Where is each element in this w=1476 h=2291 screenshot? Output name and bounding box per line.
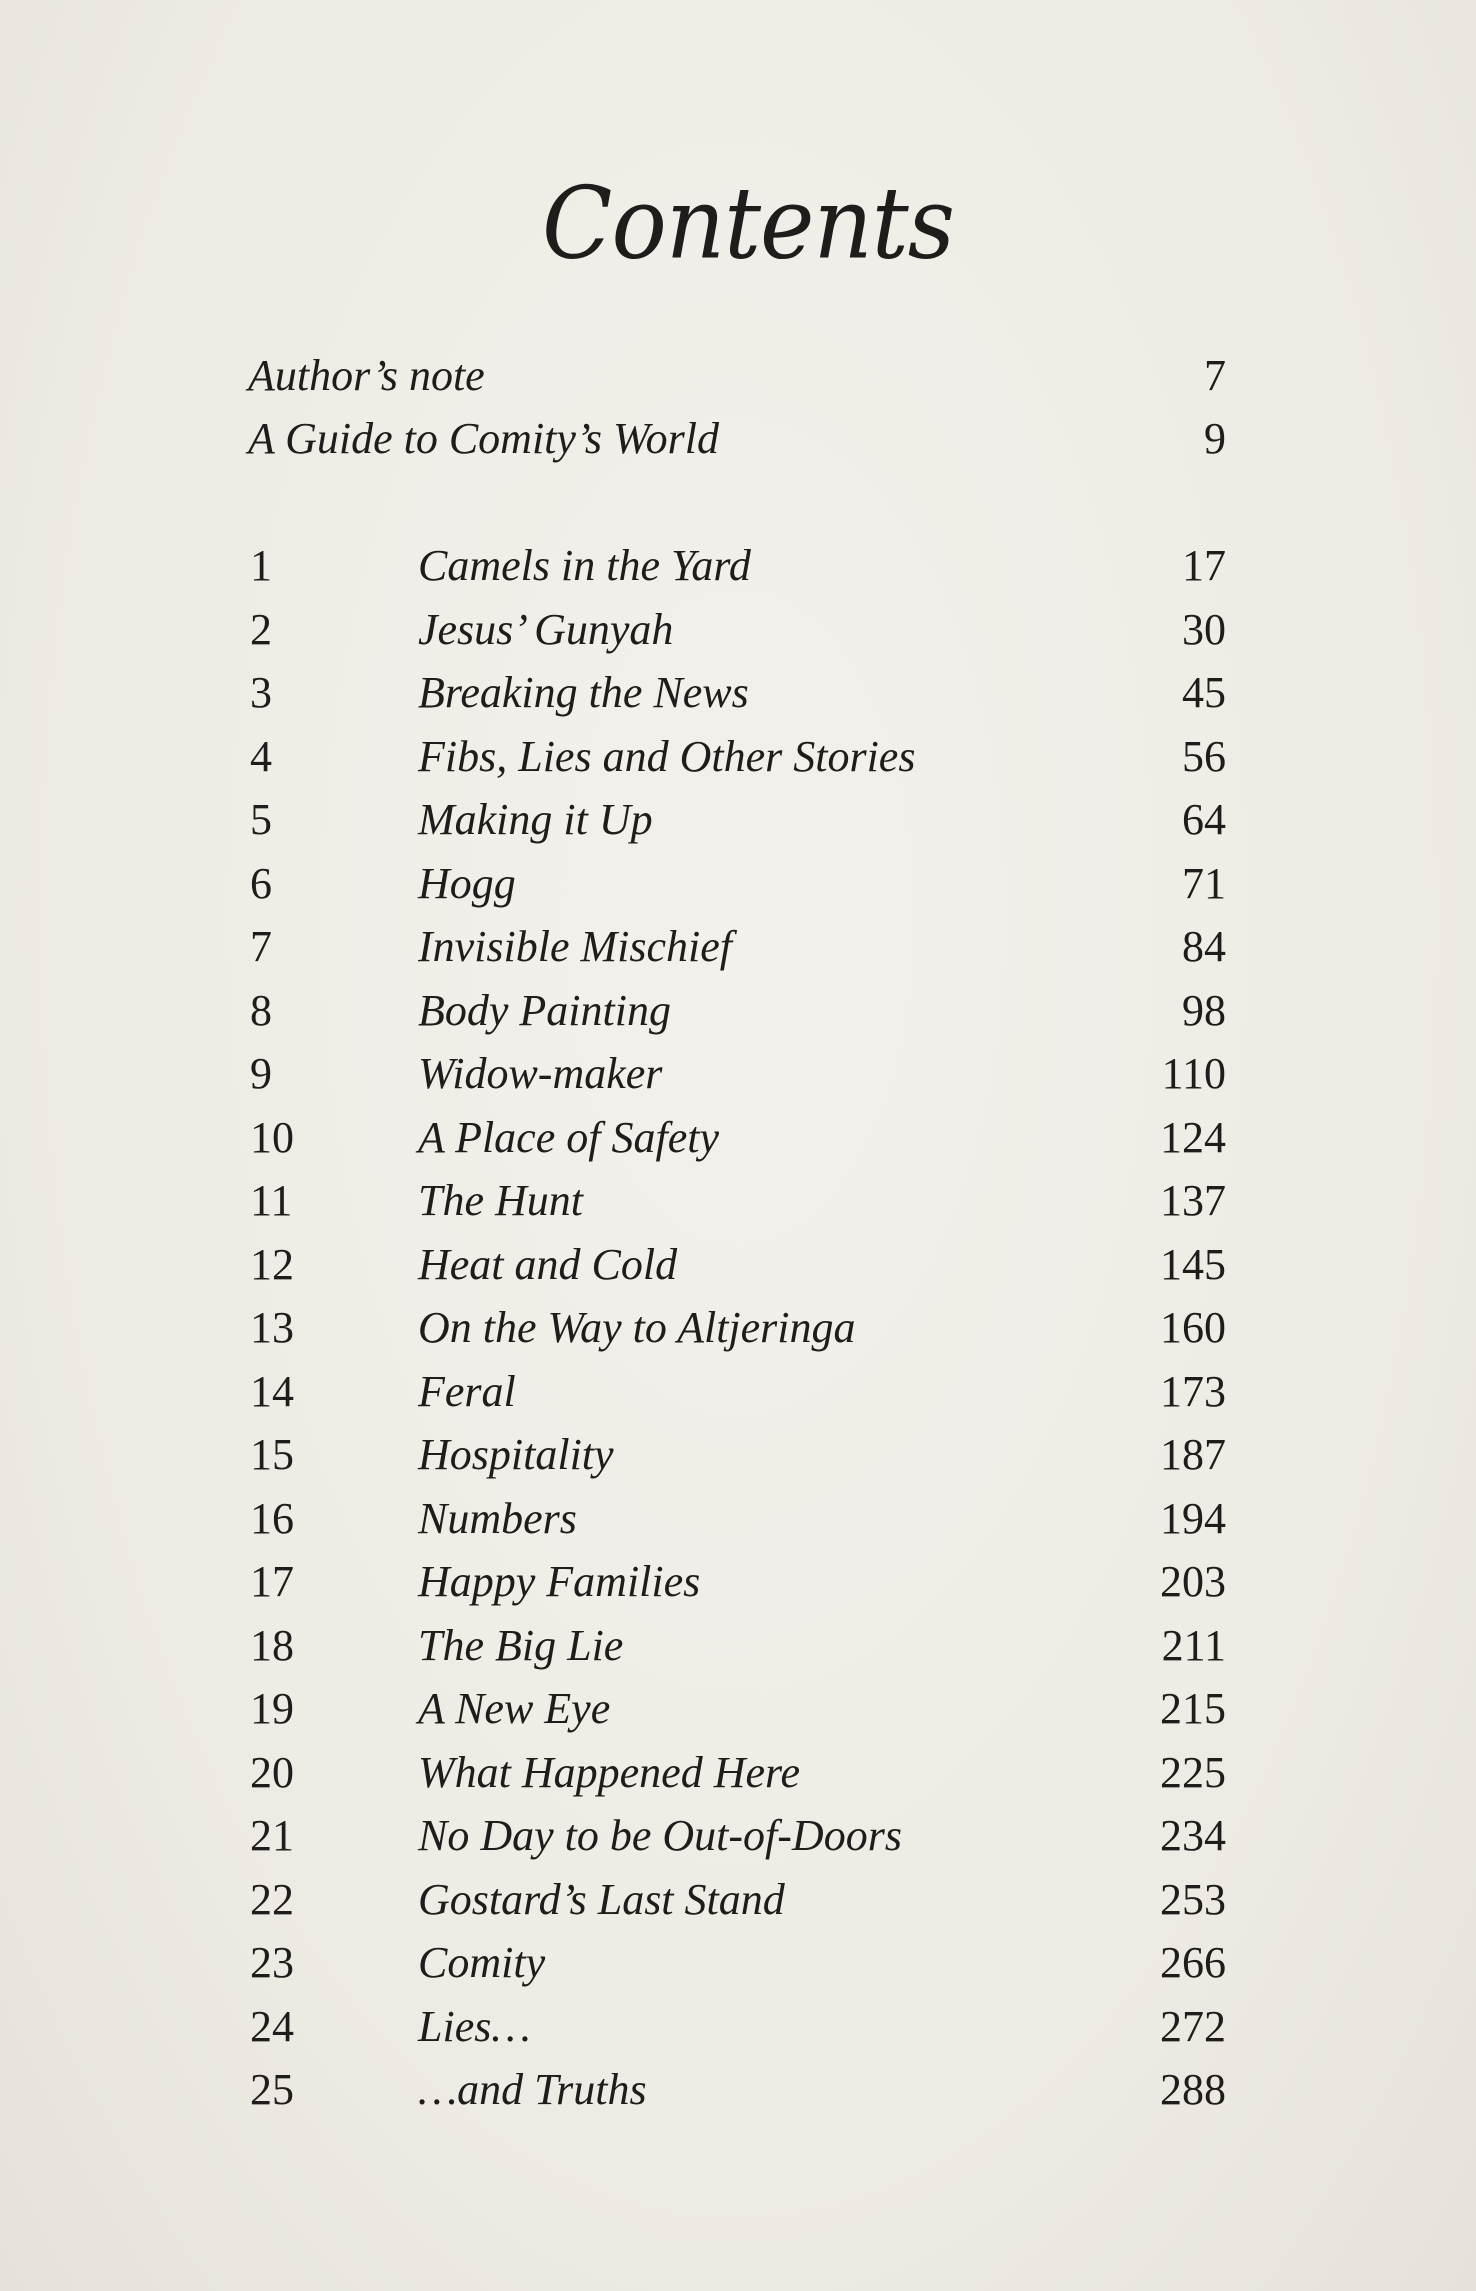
chapter-number: 12: [250, 1239, 294, 1289]
chapter-number: 3: [250, 668, 272, 717]
chapter-number: 5: [250, 795, 272, 844]
chapter-title: Comity: [418, 1938, 546, 1987]
front-matter-list: [248, 350, 1226, 476]
chapter-entry: [248, 858, 1226, 922]
chapter-page: 288: [1160, 2065, 1226, 2114]
chapter-title: Making it Up: [418, 795, 653, 844]
chapter-number: 18: [250, 1620, 294, 1670]
page-title: Contents: [542, 165, 954, 282]
chapter-page: 17: [1182, 541, 1226, 590]
chapter-entry: [248, 1810, 1226, 1874]
chapter-number: 9: [250, 1049, 272, 1098]
chapter-entry: [248, 1048, 1226, 1112]
chapter-number: 2: [250, 604, 272, 654]
chapter-title: A New Eye: [418, 1684, 611, 1733]
chapter-page: 160: [1160, 1303, 1226, 1352]
chapter-entry: [248, 1556, 1226, 1620]
chapter-number: 17: [250, 1557, 294, 1606]
chapter-number: 1: [250, 541, 272, 590]
chapter-entry: [248, 1429, 1226, 1493]
chapter-entry: [248, 794, 1226, 858]
chapter-number: 21: [250, 1811, 294, 1860]
chapter-title: Numbers: [418, 1493, 577, 1543]
entry-title: A Guide to Comity’s World: [248, 414, 720, 463]
chapter-page: 203: [1160, 1557, 1226, 1606]
chapter-title: Gostard’s Last Stand: [418, 1874, 785, 1924]
chapter-title: Hogg: [418, 858, 516, 908]
chapter-number: 19: [250, 1684, 294, 1733]
chapter-number: 23: [250, 1938, 294, 1987]
chapter-page: 64: [1182, 795, 1226, 844]
chapter-title: The Big Lie: [418, 1620, 624, 1670]
chapter-page: 145: [1160, 1239, 1226, 1289]
chapter-title: On the Way to Altjeringa: [418, 1303, 856, 1352]
chapter-number: 14: [250, 1366, 294, 1416]
front-matter-entry: [248, 413, 1226, 476]
chapter-entry: [248, 1493, 1226, 1557]
chapter-page: 30: [1182, 604, 1226, 654]
chapter-entry: [248, 1366, 1226, 1430]
chapter-entry: [248, 1239, 1226, 1303]
entry-title: Author’s note: [248, 351, 485, 400]
chapter-page: 110: [1161, 1049, 1226, 1098]
chapter-number: 15: [250, 1430, 294, 1479]
chapter-entry: [248, 921, 1226, 985]
chapter-title: Camels in the Yard: [418, 541, 751, 590]
chapter-entry: [248, 1620, 1226, 1684]
chapter-entry: [248, 2064, 1226, 2128]
chapter-page: 187: [1160, 1430, 1226, 1479]
chapter-page: 215: [1160, 1684, 1226, 1733]
chapter-entry: [248, 1683, 1226, 1747]
chapter-entry: [248, 604, 1226, 668]
chapter-number: 7: [250, 922, 272, 971]
chapter-entry: [248, 1937, 1226, 2001]
chapter-page: 84: [1182, 922, 1226, 971]
chapter-page: 137: [1160, 1176, 1226, 1225]
chapter-entry: [248, 1874, 1226, 1938]
chapter-number: 24: [250, 2001, 294, 2051]
chapter-entry: [248, 540, 1226, 604]
chapter-entry: [248, 1112, 1226, 1176]
chapter-entry: [248, 1302, 1226, 1366]
chapter-entry: [248, 2001, 1226, 2065]
chapter-title: Heat and Cold: [418, 1239, 678, 1289]
chapter-entry: [248, 985, 1226, 1049]
chapter-title: …and Truths: [418, 2065, 647, 2114]
entry-page: 7: [1204, 351, 1226, 400]
chapter-title: No Day to be Out-of-Doors: [418, 1811, 902, 1860]
chapter-page: 272: [1160, 2001, 1226, 2051]
chapter-number: 13: [250, 1303, 294, 1352]
chapter-page: 124: [1160, 1112, 1226, 1162]
chapter-title: Body Painting: [418, 985, 671, 1035]
chapter-number: 6: [250, 858, 272, 908]
chapter-number: 20: [250, 1747, 294, 1797]
chapter-title: Hospitality: [418, 1430, 614, 1479]
front-matter-entry: [248, 350, 1226, 413]
chapter-page: 194: [1160, 1493, 1226, 1543]
chapter-page: 266: [1160, 1938, 1226, 1987]
chapter-number: 10: [250, 1112, 294, 1162]
chapter-number: 16: [250, 1493, 294, 1543]
chapter-title: What Happened Here: [418, 1747, 801, 1797]
chapter-title: Jesus’ Gunyah: [418, 604, 674, 654]
chapter-title: Widow-maker: [418, 1049, 663, 1098]
chapter-title: Invisible Mischief: [418, 922, 733, 971]
chapter-title: The Hunt: [418, 1176, 583, 1225]
chapter-number: 25: [250, 2065, 294, 2114]
chapter-entry: [248, 731, 1226, 795]
chapter-title: Happy Families: [418, 1557, 701, 1606]
chapter-number: 4: [250, 731, 272, 781]
entry-page: 9: [1204, 414, 1226, 463]
chapter-entry: [248, 667, 1226, 731]
chapter-page: 253: [1160, 1874, 1226, 1924]
chapter-page: 234: [1160, 1811, 1226, 1860]
chapter-title: Lies…: [418, 2001, 531, 2051]
chapter-title: Feral: [418, 1366, 516, 1416]
chapter-title: Breaking the News: [418, 668, 749, 717]
chapter-page: 45: [1182, 668, 1226, 717]
chapter-number: 11: [250, 1176, 293, 1225]
chapter-number: 22: [250, 1874, 294, 1924]
chapter-page: 225: [1160, 1747, 1226, 1797]
chapter-entry: [248, 1747, 1226, 1811]
chapter-page: 71: [1182, 858, 1226, 908]
chapter-page: 56: [1182, 731, 1226, 781]
chapter-entry: [248, 1175, 1226, 1239]
chapter-page: 173: [1160, 1366, 1226, 1416]
chapter-page: 98: [1182, 985, 1226, 1035]
chapter-title: A Place of Safety: [418, 1112, 719, 1162]
chapter-number: 8: [250, 985, 272, 1035]
chapter-page: 211: [1161, 1620, 1226, 1670]
chapter-title: Fibs, Lies and Other Stories: [418, 731, 916, 781]
chapter-list: [248, 540, 1226, 2128]
